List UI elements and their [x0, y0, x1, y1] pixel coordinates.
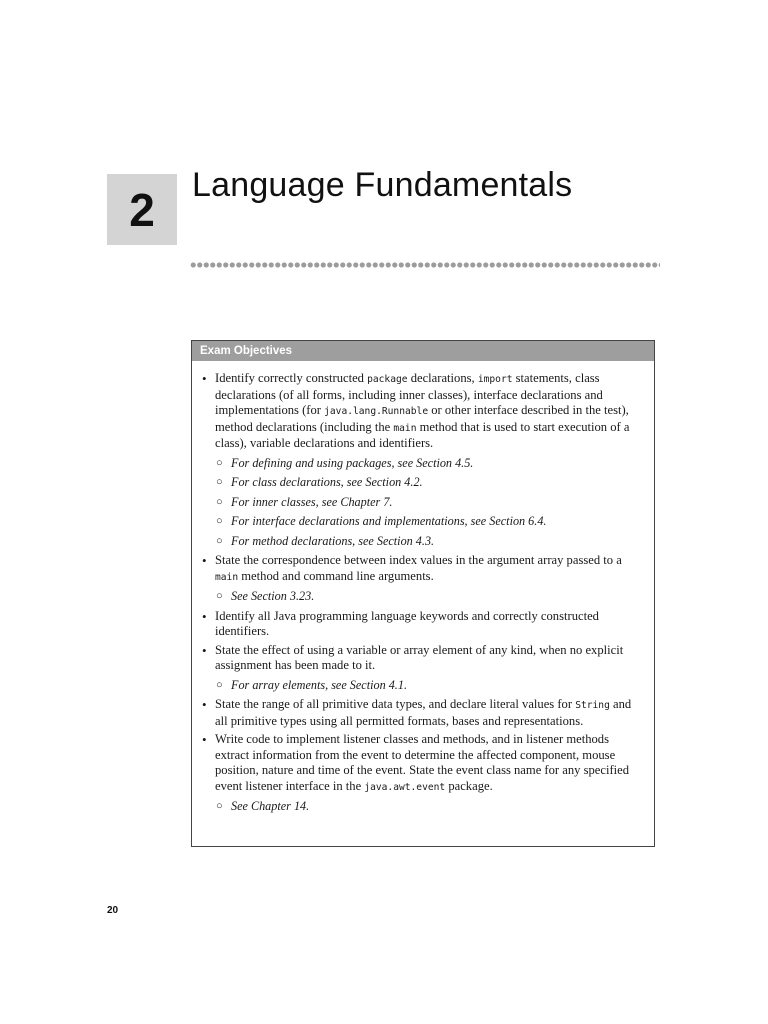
objective-text-segment: Write code to implement listener classes and methods, and in listener methods extract information from the event to determine the affected component, mouse position, nature and time of the event. State the event class name for any specified event listener interface in the — [215, 732, 630, 793]
code-term: package — [367, 374, 408, 385]
reference-item — [215, 495, 640, 511]
objective-text — [215, 609, 640, 640]
page-number: 20 — [107, 905, 119, 916]
reference-text: For defining and using packages, see Section 4.5. — [231, 455, 474, 470]
reference-list — [215, 589, 640, 605]
objective-text-segment: and all primitive types using all permitted formats, bases and representations. — [215, 697, 632, 728]
objective-text-segment: package. — [445, 778, 493, 793]
objective-item — [202, 553, 640, 605]
objective-item — [202, 371, 640, 549]
chapter-title: Language Fundamentals — [192, 166, 573, 204]
reference-text: For inner classes, see Chapter 7. — [231, 494, 393, 509]
objective-text-segment: or other interface described in the test), method declarations (including the — [215, 403, 629, 434]
reference-text: See Chapter 14. — [231, 799, 310, 813]
circle-bullet-icon: ○ — [216, 495, 223, 508]
bullet-icon: • — [202, 732, 207, 747]
reference-item — [215, 799, 640, 815]
objective-text — [215, 371, 640, 452]
circle-bullet-icon: ○ — [216, 590, 223, 602]
circle-bullet-icon: ○ — [216, 534, 223, 547]
objective-item — [202, 643, 640, 694]
circle-bullet-icon: ○ — [216, 515, 223, 527]
exam-objectives-box — [191, 340, 655, 847]
objective-text-segment: declarations, — [407, 371, 478, 385]
reference-list — [215, 799, 640, 815]
objective-text — [215, 697, 640, 729]
objectives-list — [192, 361, 654, 815]
code-term: main — [215, 571, 239, 583]
reference-item — [215, 456, 640, 472]
circle-bullet-icon: ○ — [216, 678, 223, 691]
chapter-number: 2 — [129, 183, 155, 236]
objective-text-segment: State the range of all primitive data types, and declare literal values for — [215, 697, 576, 711]
reference-item — [215, 678, 640, 694]
bullet-icon: • — [202, 642, 207, 658]
circle-bullet-icon: ○ — [216, 456, 223, 469]
chapter-number-box — [107, 174, 177, 245]
objective-text-segment: statements, class declarations (of all forms, including inner classes), interface declarations and implementations (for — [215, 371, 603, 417]
objective-text — [215, 643, 640, 674]
circle-bullet-icon: ○ — [216, 800, 223, 812]
objective-text-segment: method that is used to start execution of a class), variable declarations and identifiers. — [215, 419, 630, 450]
objective-item — [202, 609, 640, 640]
code-term: java.awt.event — [364, 781, 446, 793]
objective-text-segment: Identify correctly constructed — [215, 371, 368, 385]
bullet-icon: • — [202, 371, 207, 386]
reference-text: For method declarations, see Section 4.3. — [231, 533, 435, 548]
objective-text-segment: Identify all Java programming language keywords and correctly constructed identifiers. — [215, 608, 599, 638]
reference-list — [215, 456, 640, 550]
reference-text: For interface declarations and implementations, see Section 6.4. — [231, 514, 547, 528]
reference-item — [215, 589, 640, 605]
bullet-icon: • — [202, 697, 207, 712]
bullet-icon: • — [202, 608, 207, 624]
reference-item — [215, 514, 640, 530]
code-term: main — [393, 422, 417, 434]
objective-text-segment: method and command line arguments. — [238, 568, 434, 583]
objective-text — [215, 732, 640, 795]
reference-text: For array elements, see Section 4.1. — [231, 677, 407, 692]
exam-objectives-header: Exam Objectives — [192, 341, 654, 361]
code-term: String — [575, 700, 610, 711]
reference-text: For class declarations, see Section 4.2. — [231, 475, 423, 489]
circle-bullet-icon: ○ — [216, 476, 223, 488]
code-term: import — [477, 374, 513, 385]
reference-list — [215, 678, 640, 694]
objective-item — [202, 732, 640, 815]
reference-text: See Section 3.23. — [231, 589, 315, 603]
objective-text-segment: State the correspondence between index values in the argument array passed to a — [215, 553, 622, 567]
dotted-divider — [190, 261, 660, 269]
reference-item — [215, 534, 640, 550]
bullet-icon: • — [202, 553, 207, 568]
objective-item — [202, 697, 640, 729]
objective-text — [215, 553, 640, 585]
objective-text-segment: State the effect of using a variable or array element of any kind, when no explicit assignment has been made to it. — [215, 642, 624, 672]
code-term: java.lang.Runnable — [324, 406, 429, 417]
reference-item — [215, 475, 640, 491]
